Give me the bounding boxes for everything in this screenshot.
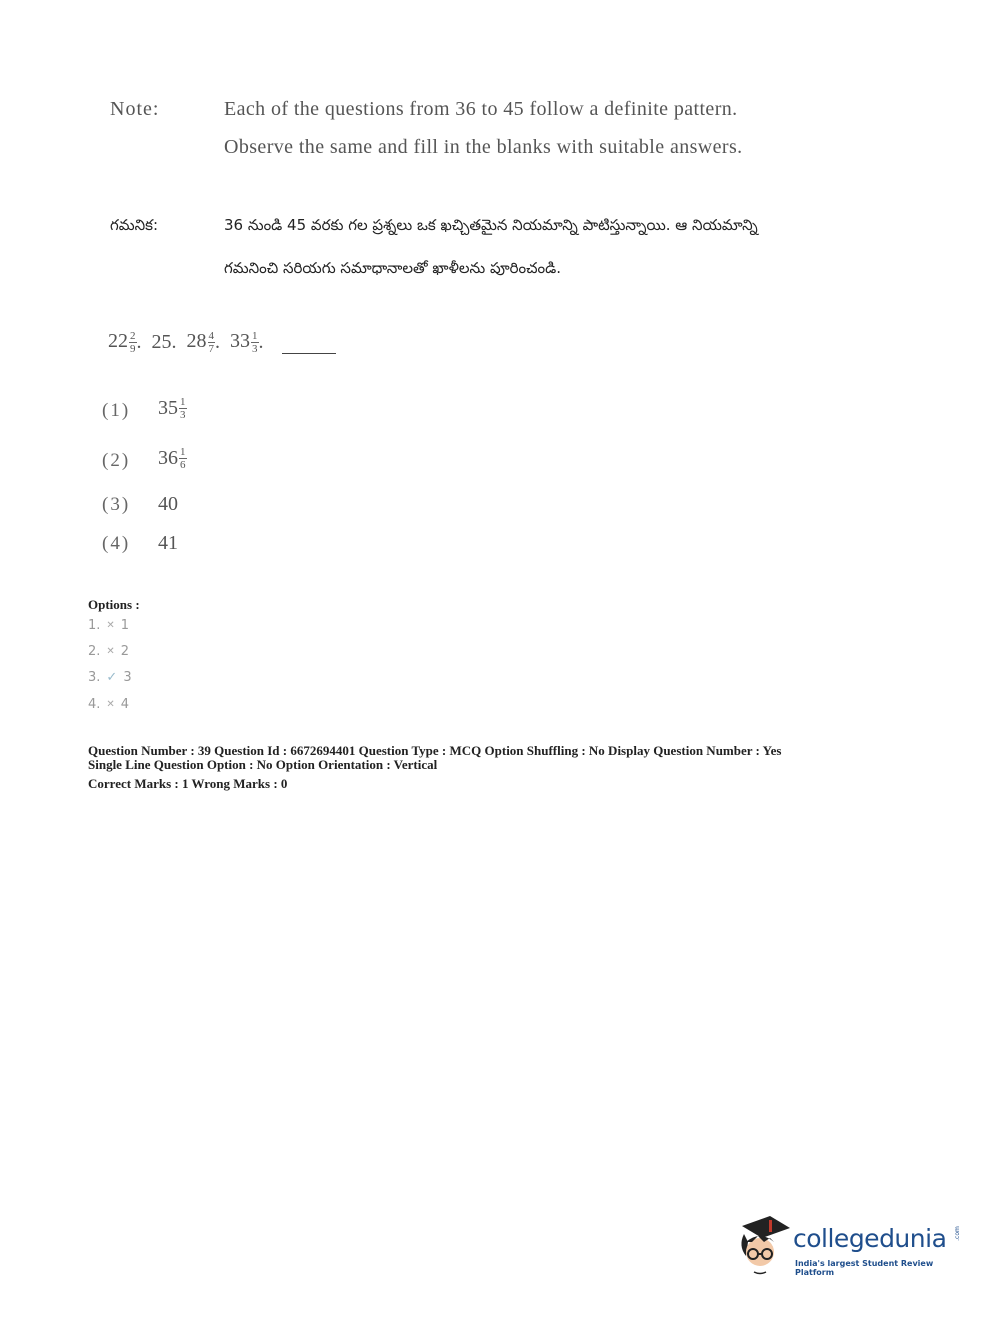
series-separator: . [215, 331, 220, 353]
check-icon: ✓ [106, 670, 118, 685]
logo-tagline: India's largest Student Review Platform [795, 1259, 934, 1277]
cross-icon: ✕ [106, 646, 115, 657]
options-heading: Options : [88, 597, 140, 612]
telugu-note-line1: 36 నుండి 45 వరకు గల ప్రశ్నలు ఒక ఖచ్చితమైన నియమాన్ని పాటిస్తున్నాయి. ఆ నియమాన్ని [224, 216, 758, 234]
answer-option-value: 41 [158, 532, 178, 554]
answer-option-value: 35 $\frac{1}{3}$ [158, 396, 186, 421]
answer-option-number: (1) [102, 400, 131, 421]
series-separator: . [258, 331, 264, 353]
option-item: 1. ✕ 1 [88, 618, 130, 633]
cross-icon: ✕ [106, 699, 115, 710]
series-separator: . [136, 331, 142, 353]
answer-option-number: (3) [102, 494, 131, 515]
mascot-icon [736, 1212, 792, 1278]
series-term: 28 $\frac{4}{7}$ [186, 330, 214, 355]
telugu-note-line2: గమనించి సరియగు సమాధానాలతో ఖాళీలను పూరించండి. [224, 259, 561, 277]
answer-option-number: (4) [102, 533, 131, 554]
option-item: 3. ✓ 3 [88, 670, 132, 685]
series-term: 33 $\frac{1}{3}$ [230, 330, 258, 355]
collegedunia-logo[interactable] [736, 1212, 961, 1282]
question-meta-line3: Correct Marks : 1 Wrong Marks : 0 [88, 776, 288, 791]
question-series [108, 330, 336, 355]
note-text-line1: Each of the questions from 36 to 45 follow a definite pattern. [224, 98, 738, 120]
question-meta-line1: Question Number : 39 Question Id : 6672694401 Question Type : MCQ Option Shuffling : No Display Question Number : Yes [88, 743, 782, 758]
answer-blank [282, 331, 336, 354]
note-text-line2: Observe the same and fill in the blanks with suitable answers. [224, 136, 743, 158]
logo-com: .com [953, 1226, 961, 1241]
note-label: Note: [110, 98, 160, 120]
series-term: 25 [151, 331, 172, 353]
answer-option-value: 36 $\frac{1}{6}$ [158, 446, 186, 471]
answer-option-value: 40 [158, 493, 178, 515]
answer-option-number: (2) [102, 450, 131, 471]
telugu-note-label: గమనిక: [110, 216, 159, 234]
series-separator: . [171, 331, 177, 353]
question-meta-line2: Single Line Question Option : No Option Orientation : Vertical [88, 757, 438, 772]
option-item: 4. ✕ 4 [88, 697, 130, 712]
series-term: 22 $\frac{2}{9}$ [108, 330, 136, 355]
cross-icon: ✕ [106, 620, 115, 631]
logo-wordmark: collegedunia [793, 1224, 947, 1253]
option-item: 2. ✕ 2 [88, 644, 130, 659]
